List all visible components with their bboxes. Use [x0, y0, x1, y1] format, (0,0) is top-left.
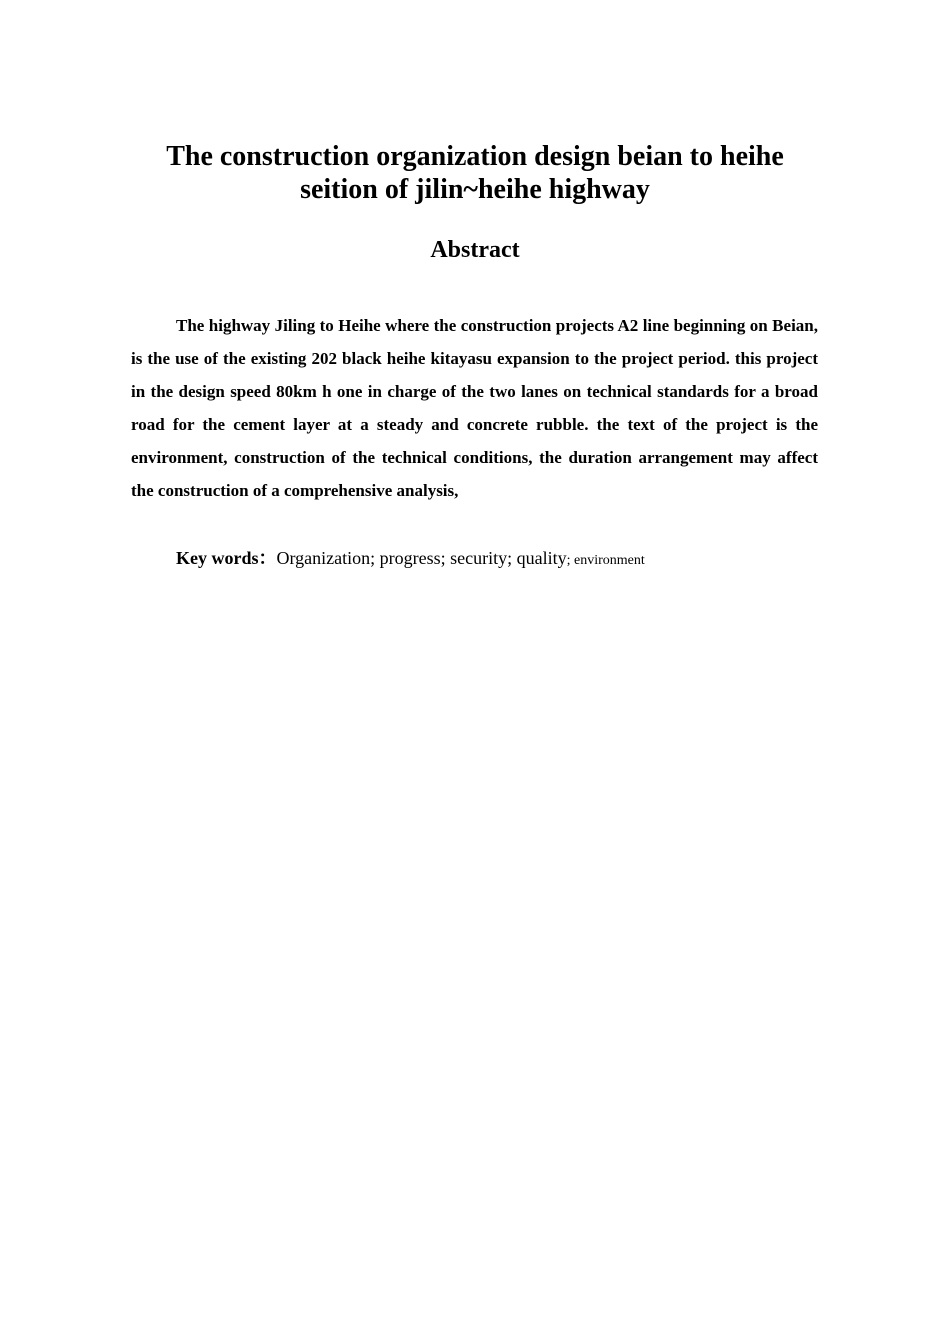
- abstract-heading: Abstract: [430, 237, 520, 263]
- keywords-label: Key words：: [176, 548, 277, 568]
- abstract-body: The highway Jiling to Heihe where the construction projects A2 line beginning on Beian, is the use of the existing 202 black heihe kitayasu expansion to the project period. this project in the design speed 80km h one in charge of the two lanes on technical standards for a broad road for the cement layer at a steady and concrete rubble. the text of the project is the environment, construction of the technical conditions, the duration arrangement may affect the construction of a comprehensive analysis,: [131, 316, 818, 500]
- keywords-line: [176, 543, 818, 576]
- paper-title: [110, 140, 840, 206]
- paper-title-line-2: seition of jilin~heihe highway: [300, 174, 650, 205]
- keywords-tail: ; environment: [566, 553, 645, 568]
- paper-title-line-1: The construction organization design beian to heihe: [166, 141, 784, 172]
- keywords-values: Organization; progress; security; quality: [276, 548, 567, 568]
